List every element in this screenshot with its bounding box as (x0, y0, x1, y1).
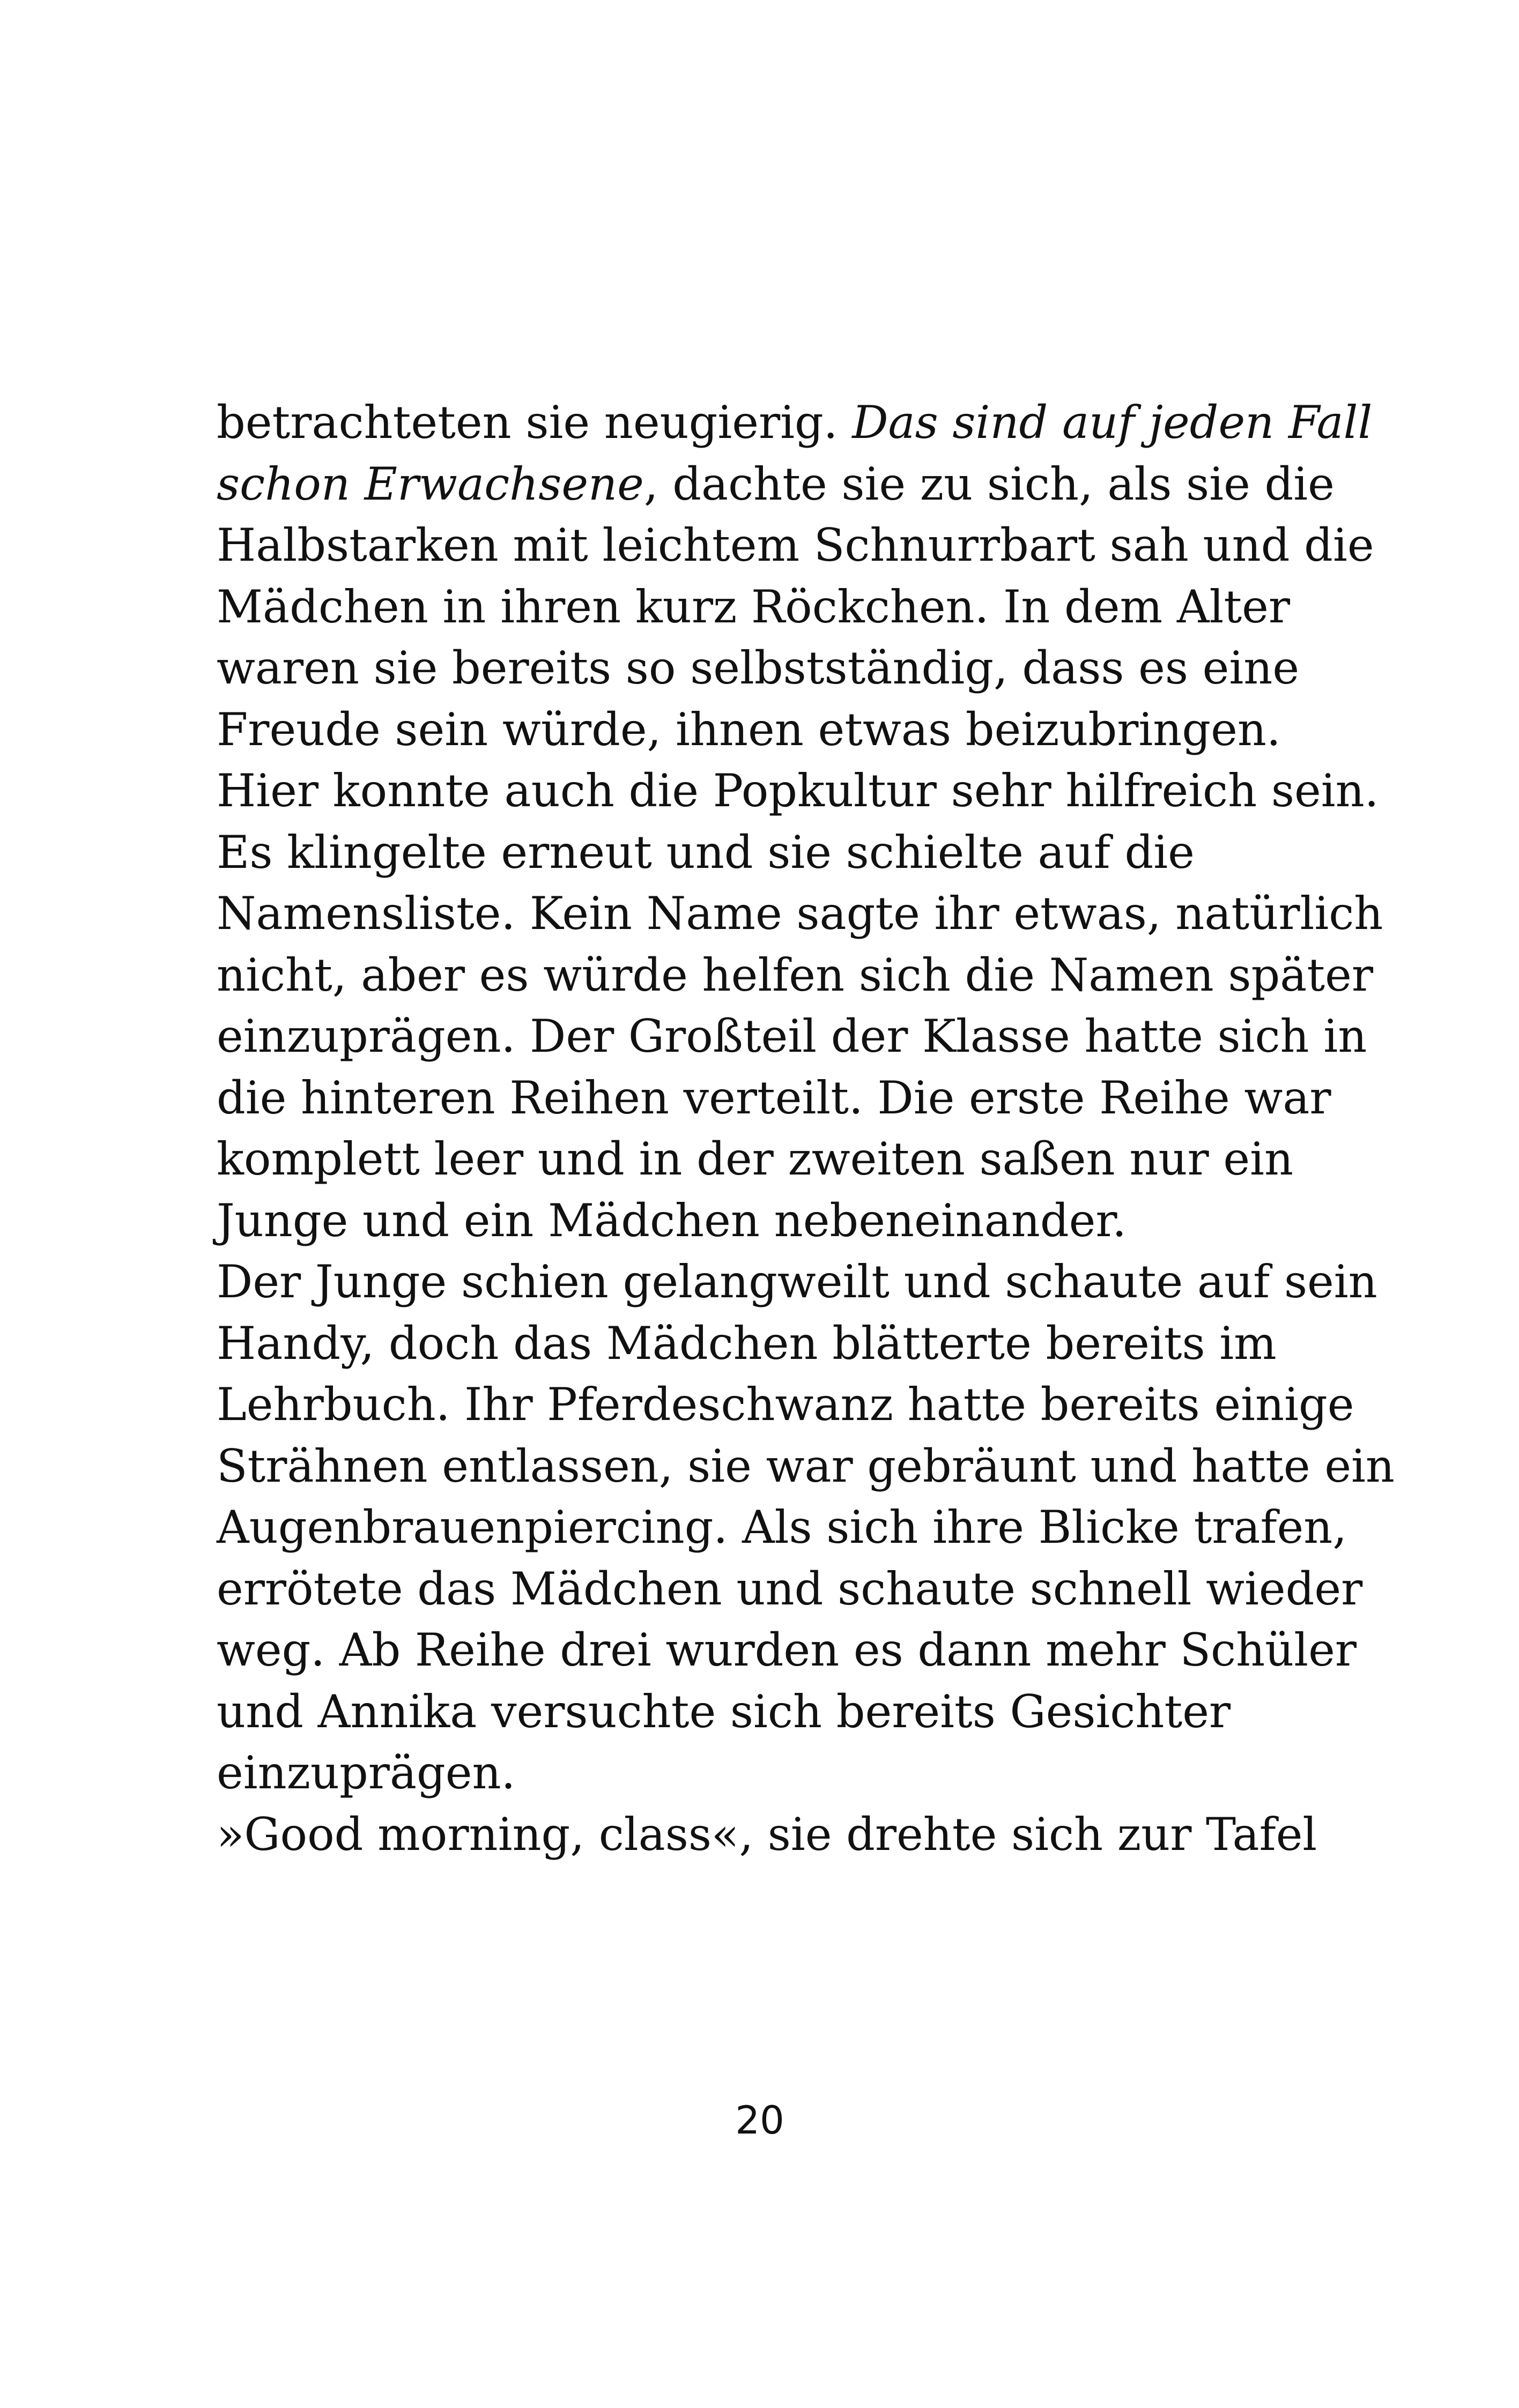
text-line: Handy, doch das Mädchen blätterte bereits im (217, 1317, 1277, 1370)
text-line: einzuprägen. (217, 1746, 516, 1799)
text-line: Der Junge schien gelangweilt und schaute auf sein (217, 1255, 1377, 1308)
text-line: Lehrbuch. Ihr Pferdeschwanz hatte bereits einige (217, 1378, 1354, 1431)
text-line: Hier konnte auch die Popkultur sehr hilfreich sein. (217, 764, 1379, 817)
text-line: und Annika versuchte sich bereits Gesichter (217, 1685, 1231, 1738)
text-line: Augenbrauenpiercing. Als sich ihre Blicke trafen, (217, 1501, 1347, 1554)
body-text (217, 392, 1395, 1865)
text-line: Mädchen in ihren kurz Röckchen. In dem Alter (217, 580, 1291, 633)
text-line: Es klingelte erneut und sie schielte auf die (217, 826, 1195, 879)
text-line: Strähnen entlassen, sie war gebräunt und hatte ein (217, 1439, 1395, 1492)
text-line: schon Erwachsene, dachte sie zu sich, als sie die (217, 457, 1335, 510)
text-line: einzuprägen. Der Großteil der Klasse hatte sich in (217, 1010, 1367, 1062)
text-line: »Good morning, class«, sie drehte sich zur Tafel (217, 1808, 1317, 1861)
page-number: 20 (735, 2098, 784, 2143)
text-line: Namensliste. Kein Name sagte ihr etwas, natürlich (217, 887, 1383, 940)
text-line: komplett leer und in der zweiten saßen nur ein (217, 1133, 1294, 1185)
text-line: nicht, aber es würde helfen sich die Namen später (217, 948, 1374, 1001)
text-line: Junge und ein Mädchen nebeneinander. (217, 1194, 1127, 1247)
text-line: die hinteren Reihen verteilt. Die erste Reihe war (217, 1071, 1331, 1124)
text-line: Halbstarken mit leichtem Schnurrbart sah und die (217, 519, 1374, 571)
text-line: betrachteten sie neugierig. Das sind auf jeden Fall (217, 396, 1373, 449)
text-line: errötete das Mädchen und schaute schnell wieder (217, 1562, 1363, 1615)
text-line: weg. Ab Reihe drei wurden es dann mehr Schüler (217, 1624, 1357, 1676)
text-line: Freude sein würde, ihnen etwas beizubringen. (217, 703, 1281, 756)
text-line: waren sie bereits so selbstständig, dass es eine (217, 642, 1300, 694)
